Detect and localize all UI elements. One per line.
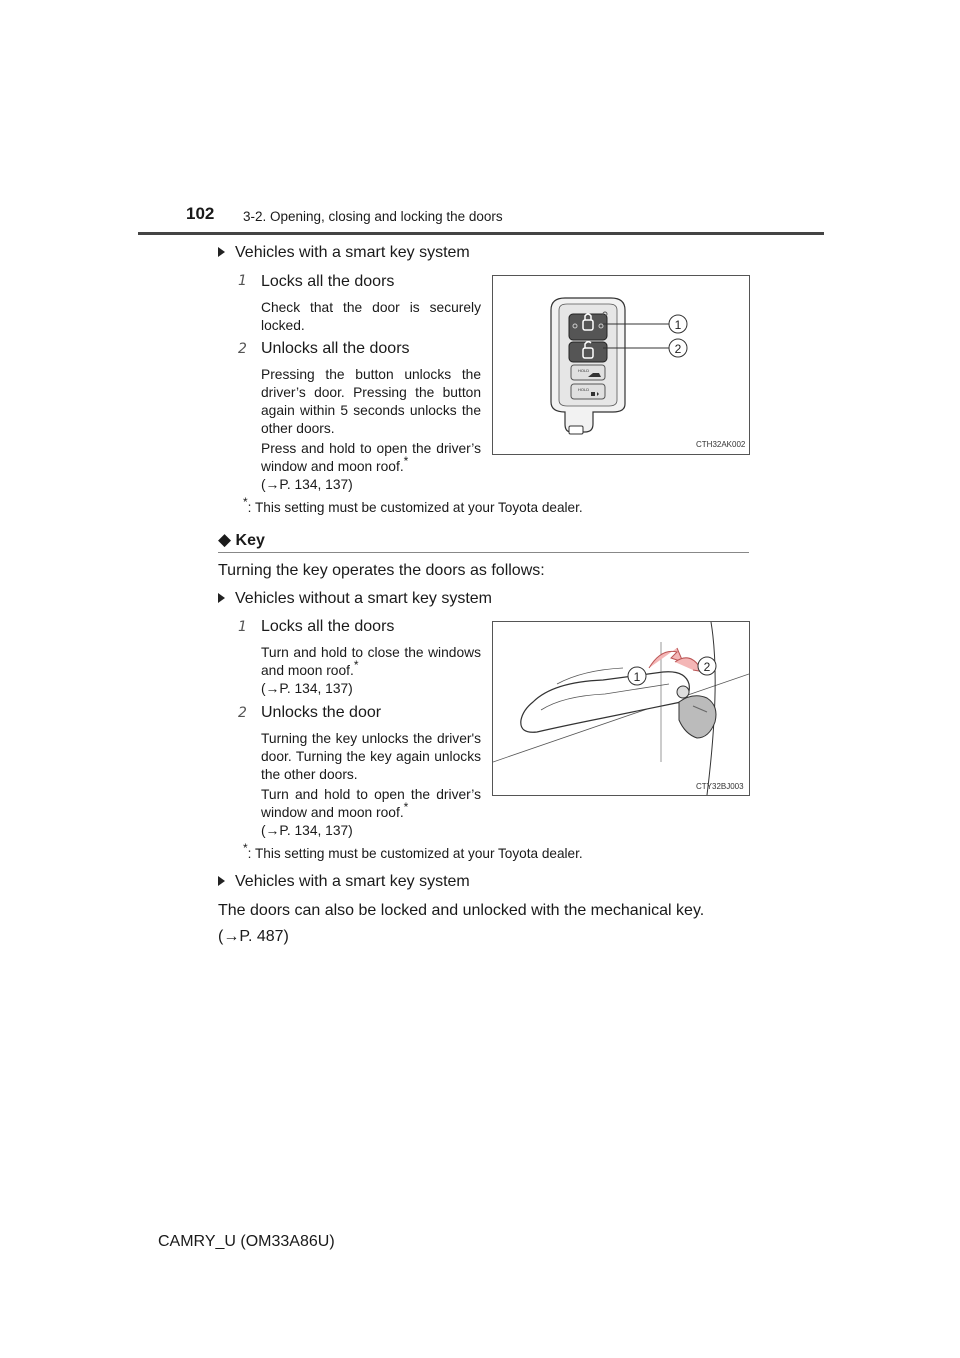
triangle-bullet-icon [218,593,225,603]
key-heading [218,530,265,550]
asterisk: * [403,800,409,814]
hold-text: Press and hold to open the driver’s window and moon roof. [261,441,481,474]
diamond-icon: ◆ [218,530,232,549]
item-desc-locks: Check that the door is securely locked. [261,300,481,333]
key-rule [218,552,749,553]
header-rule [138,232,824,235]
mechanical-key-ref: (→P. 487) [218,928,289,945]
figure-code-smart: CTH32AK002 [696,440,746,449]
hold-text-1: HOLD [578,368,590,373]
figure-code-key: CTY32BJ003 [696,782,744,791]
key-intro: Turning the key operates the doors as follows: [218,562,545,579]
callout-2: 2 [674,342,682,356]
footnote-text: : This setting must be customized at your Toyota dealer. [247,846,583,861]
key-heading-label: Key [235,532,265,549]
callout-2: 2 [703,660,711,674]
item-desc-hold [261,786,481,822]
triangle-bullet-icon [218,247,225,257]
item-title-locks: Locks all the doors [261,618,395,635]
document-id: CAMRY_U (OM33A86U) [158,1233,335,1250]
item-ref-key: (→P. 134, 137) [261,823,353,838]
mechanical-key-text: The doors can also be locked and unlocked with the mechanical key. [218,902,705,919]
smart-key-fob-illustration [493,276,749,454]
item-desc-unlocks: Pressing the button unlocks the driver’s door. Pressing the button again within 5 seconds unlocks the other doors. [261,367,481,436]
item-number-2: 2 [238,341,247,357]
item-ref-smart: (→P. 134, 137) [261,477,353,492]
asterisk: * [243,841,248,855]
item-number-2: 2 [238,705,247,721]
item-title-unlocks-door: Unlocks the door [261,704,382,721]
item-desc-hold [261,440,481,476]
asterisk: * [353,658,359,672]
triangle-bullet-icon [218,876,225,886]
smart-key-figure [492,275,750,455]
footnote-key [243,841,583,861]
bullet-label: Vehicles with a smart key system [235,873,470,890]
bullet-label: Vehicles without a smart key system [235,590,492,607]
bullet-no-smart-key [218,590,492,608]
door-key-figure [492,621,750,796]
section-title: 3-2. Opening, closing and locking the doors [243,209,503,224]
item-number-1: 1 [238,619,247,635]
item-number-1: 1 [238,273,247,289]
bullet-smart-key [218,244,470,262]
item-title-unlocks: Unlocks all the doors [261,340,410,357]
bullet-smart-key-2 [218,873,470,891]
hold-text-2: HOLD [578,387,590,392]
item-ref-lock: (→P. 134, 137) [261,681,353,696]
callout-1: 1 [633,670,641,684]
asterisk: * [243,495,248,509]
page-number: 102 [186,204,215,223]
door-handle-key-illustration [493,622,749,795]
asterisk: * [403,454,409,468]
item-desc-close [261,644,481,680]
footnote-smart [243,495,583,515]
callout-1: 1 [674,318,682,332]
bullet-label: Vehicles with a smart key system [235,244,470,261]
item-desc-unlock: Turning the key unlocks the driver's door. Turning the key again unlocks the other doors. [261,731,481,782]
close-text: Turn and hold to close the windows and moon roof. [261,645,481,678]
footnote-text: : This setting must be customized at your Toyota dealer. [247,500,583,515]
hold-text: Turn and hold to open the driver’s window and moon roof. [261,787,481,820]
item-title-locks: Locks all the doors [261,273,395,290]
